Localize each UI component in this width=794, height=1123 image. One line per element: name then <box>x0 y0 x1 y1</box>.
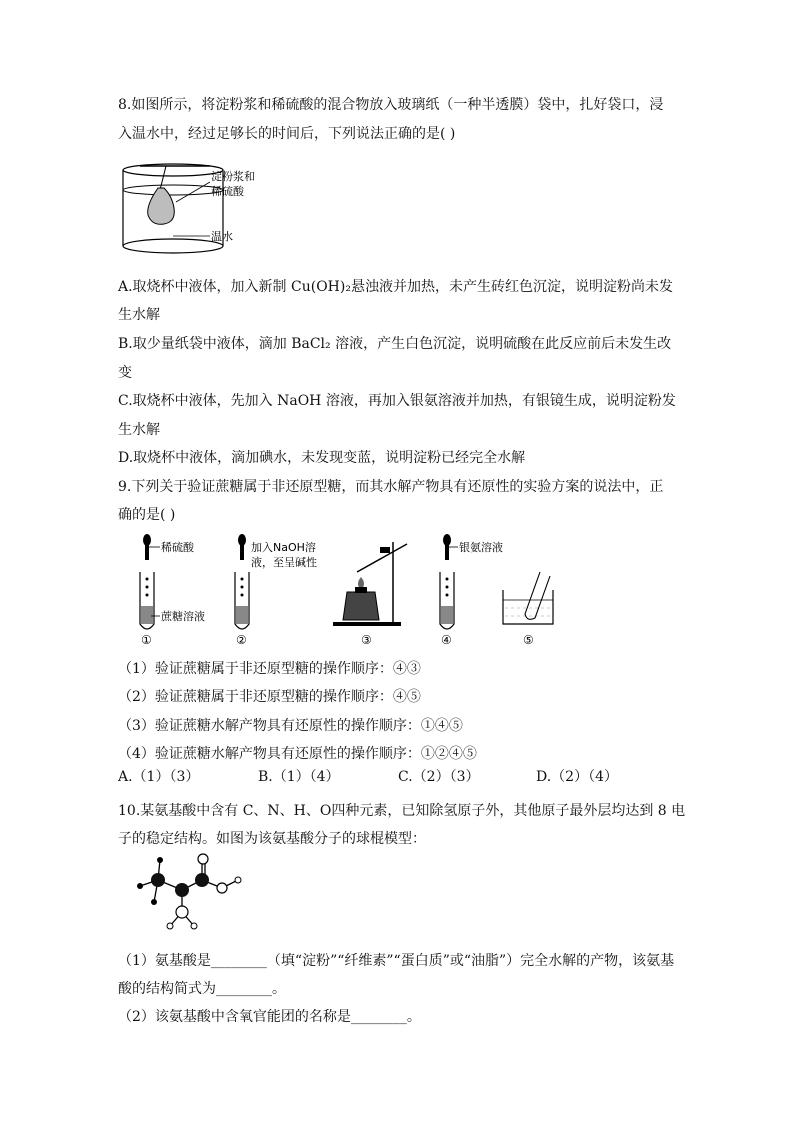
label-add-naoh-line1: 加入NaOH溶 <box>251 541 316 554</box>
q8-option-d: D.取烧杯中液体，滴加碘水，未发现变蓝，说明淀粉已经完全水解 <box>118 450 526 466</box>
q8-fig-label-acid: 稀硫酸 <box>211 185 244 198</box>
q8-option-c-line1: C.取烧杯中液体，先加入 NaOH 溶液，再加入银氨溶液并加热，有银镜生成，说明淀粉发 <box>118 393 676 409</box>
q10-part1-line1: （1）氨基酸是________（填“淀粉”“纤维素”“蛋白质”或“油脂”）完全水解的产物，该氨基 <box>118 953 675 969</box>
q10-ball-stick-model <box>130 850 260 939</box>
heating-stand <box>333 542 407 647</box>
q9-statement-3: （3）验证蔗糖水解产物具有还原性的操作顺序：①④⑤ <box>118 718 463 734</box>
q9-choice-a: A.（1）（3） <box>118 769 200 785</box>
q9-choices <box>118 767 638 787</box>
step-3-label: ③ <box>361 633 372 647</box>
q8-option-b-line2: 变 <box>118 365 132 381</box>
q8-beaker-figure <box>118 160 298 264</box>
q8-option-a-line1: A.取烧杯中液体，加入新制 Cu(OH)₂悬浊液并加热，未产生砖红色沉淀，说明淀粉尚未发 <box>118 279 673 295</box>
q10-part1-line2: 酸的结构简式为________。 <box>118 981 286 997</box>
q8-stem-line2: 入温水中，经过足够长的时间后，下列说法正确的是( ) <box>118 126 456 142</box>
step-5-label: ⑤ <box>523 633 534 647</box>
label-sucrose-solution: 蔗糖溶液 <box>161 610 205 623</box>
q8-fig-label-water: 温水 <box>211 230 233 243</box>
step-4-label: ④ <box>441 633 452 647</box>
q10-stem-line2: 子的稳定结构。如图为该氨基酸分子的球棍模型： <box>118 831 426 847</box>
q10-stem-line1: 10.某氨基酸中含有 C、N、H、O四种元素，已知除氢原子外，其他原子最外层均达到 8 电 <box>118 803 686 819</box>
tube-1 <box>140 534 205 647</box>
tube-4 <box>440 534 503 647</box>
q9-choice-d: D.（2）（4） <box>536 769 618 785</box>
q8-option-c-line2: 生水解 <box>118 422 160 438</box>
tube-2 <box>235 534 317 647</box>
q8-fig-label-starch: 淀粉浆和 <box>211 170 255 183</box>
q8-stem-line1: 8.如图所示，将淀粉浆和稀硫酸的混合物放入玻璃纸（一种半透膜）袋中，扎好袋口，浸 <box>118 97 664 113</box>
q9-statement-1: （1）验证蔗糖属于非还原型糖的操作顺序：④③ <box>118 661 421 677</box>
step-1-label: ① <box>141 633 152 647</box>
q9-choice-c: C.（2）（3） <box>398 769 480 785</box>
label-dilute-sulfuric-acid: 稀硫酸 <box>161 541 194 554</box>
q9-choice-b: B.（1）（4） <box>258 769 340 785</box>
q8-option-a-line2: 生水解 <box>118 307 160 323</box>
step-2-label: ② <box>236 633 247 647</box>
q8-option-b-line1: B.取少量纸袋中液体，滴加 BaCl₂ 溶液，产生白色沉淀，说明硫酸在此反应前后未发生改 <box>118 336 672 352</box>
q10-part2: （2）该氨基酸中含氧官能团的名称是________。 <box>118 1009 421 1025</box>
label-silver-ammonia: 银氨溶液 <box>459 541 503 554</box>
q9-stem-line2: 确的是( ) <box>118 507 176 523</box>
water-bath <box>503 572 553 647</box>
q9-stem-line1: 9.下列关于验证蔗糖属于非还原型糖，而其水解产物具有还原性的实验方案的说法中，正 <box>118 479 664 495</box>
q9-statement-2: （2）验证蔗糖属于非还原型糖的操作顺序：④⑤ <box>118 689 421 705</box>
label-add-naoh-line2: 液，至呈碱性 <box>251 556 317 569</box>
q9-experiment-figure <box>125 532 585 651</box>
q9-statement-4: （4）验证蔗糖水解产物具有还原性的操作顺序：①②④⑤ <box>118 746 477 762</box>
